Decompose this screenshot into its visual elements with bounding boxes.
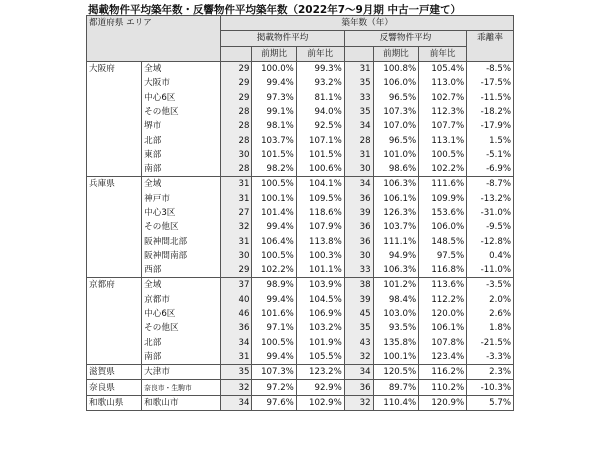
listed-yoy-cell: 92.5%	[296, 119, 344, 133]
listed-value-cell: 32	[221, 220, 252, 234]
response-yoy-cell: 110.2%	[419, 380, 467, 395]
listed-value-cell: 27	[221, 206, 252, 220]
pref-cell: 滋賀県	[87, 365, 142, 380]
table-row	[87, 395, 514, 410]
divergence-value-cell: -11.0%	[467, 263, 514, 278]
divergence-value-cell: -9.5%	[467, 220, 514, 234]
response-yoy-cell: 113.1%	[419, 133, 467, 147]
listed-value-cell: 31	[221, 192, 252, 206]
response-qoq-cell: 98.4%	[373, 293, 419, 307]
response-yoy-cell: 102.7%	[419, 90, 467, 104]
area-cell: 奈良市・生駒市	[142, 380, 221, 395]
area-cell: 南部	[142, 162, 221, 177]
listed-yoy-cell: 101.9%	[296, 336, 344, 350]
pref-cell	[87, 336, 142, 350]
pref-cell	[87, 105, 142, 119]
area-cell: 東部	[142, 148, 221, 162]
listed-avg-header: 掲載物件平均	[221, 31, 345, 46]
pref-cell	[87, 293, 142, 307]
listed-qoq-cell: 101.6%	[252, 307, 296, 321]
area-cell: 京都市	[142, 293, 221, 307]
response-qoq-cell: 106.3%	[373, 177, 419, 192]
pref-cell	[87, 263, 142, 278]
area-cell: 全域	[142, 278, 221, 293]
pref-cell	[87, 321, 142, 335]
table-row	[87, 234, 514, 248]
response-qoq-cell: 93.5%	[373, 321, 419, 335]
pref-cell	[87, 192, 142, 206]
divergence-value-cell: -18.2%	[467, 105, 514, 119]
response-value-cell: 32	[344, 395, 373, 410]
response-qoq-cell: 111.1%	[373, 234, 419, 248]
listed-qoq-cell: 100.5%	[252, 336, 296, 350]
response-value-cell: 33	[344, 90, 373, 104]
response-value-cell: 31	[344, 61, 373, 76]
response-yoy-cell: 112.3%	[419, 105, 467, 119]
divergence-value-cell: -31.0%	[467, 206, 514, 220]
listed-yoy-cell: 103.2%	[296, 321, 344, 335]
response-yoy-cell: 107.7%	[419, 119, 467, 133]
listed-qoq-cell: 101.5%	[252, 148, 296, 162]
listed-value-cell: 29	[221, 263, 252, 278]
listed-qoq-cell: 99.4%	[252, 220, 296, 234]
divergence-value-cell: -3.5%	[467, 278, 514, 293]
divergence-value-cell: -13.2%	[467, 192, 514, 206]
response-qoq-cell: 89.7%	[373, 380, 419, 395]
listed-yoy-cell: 113.8%	[296, 234, 344, 248]
response-value-cell: 45	[344, 307, 373, 321]
listed-value-cell: 28	[221, 133, 252, 147]
area-cell: 堺市	[142, 119, 221, 133]
listed-yoy-cell: 107.1%	[296, 133, 344, 147]
divergence-value-cell: 1.5%	[467, 133, 514, 147]
response-value-cell: 34	[344, 365, 373, 380]
response-value-cell: 36	[344, 380, 373, 395]
listed-yoy-cell: 107.9%	[296, 220, 344, 234]
area-cell: 和歌山市	[142, 395, 221, 410]
pref-cell	[87, 162, 142, 177]
listed-yoy-cell: 118.6%	[296, 206, 344, 220]
listed-qoq-cell: 99.1%	[252, 105, 296, 119]
response-qoq-cell: 103.7%	[373, 220, 419, 234]
listed-value-cell: 34	[221, 395, 252, 410]
listed-qoq-cell: 98.9%	[252, 278, 296, 293]
response-value-cell: 39	[344, 206, 373, 220]
pref-area-header: 都道府県 エリア	[87, 16, 221, 62]
pref-cell: 大阪府	[87, 61, 142, 76]
divergence-value-cell: -17.9%	[467, 119, 514, 133]
response-qoq-cell: 126.3%	[373, 206, 419, 220]
table-row	[87, 249, 514, 263]
listed-value-cell: 29	[221, 61, 252, 76]
response-yoy-cell: 106.1%	[419, 321, 467, 335]
response-qoq-cell: 94.9%	[373, 249, 419, 263]
listed-value-cell: 31	[221, 350, 252, 365]
listed-qoq-cell: 101.4%	[252, 206, 296, 220]
listed-yoy-cell: 106.9%	[296, 307, 344, 321]
response-yoy-cell: 123.4%	[419, 350, 467, 365]
listed-qoq-cell: 97.6%	[252, 395, 296, 410]
divergence-value-cell: 2.6%	[467, 307, 514, 321]
response-yoy-cell: 111.6%	[419, 177, 467, 192]
listed-yoy-cell: 92.9%	[296, 380, 344, 395]
response-yoy-cell: 113.6%	[419, 278, 467, 293]
pref-cell	[87, 206, 142, 220]
response-yoy-cell: 113.0%	[419, 76, 467, 90]
area-cell: 全域	[142, 61, 221, 76]
table-row	[87, 192, 514, 206]
area-cell: 全域	[142, 177, 221, 192]
listed-value-cell: 37	[221, 278, 252, 293]
listed-yoy-cell: 103.9%	[296, 278, 344, 293]
listed-yoy-cell: 105.5%	[296, 350, 344, 365]
area-cell: 南部	[142, 350, 221, 365]
listed-yoy-cell: 109.5%	[296, 192, 344, 206]
area-cell: 阪神間北部	[142, 234, 221, 248]
response-value-cell: 30	[344, 162, 373, 177]
pref-cell	[87, 133, 142, 147]
listed-yoy-cell: 94.0%	[296, 105, 344, 119]
response-yoy-cell: 97.5%	[419, 249, 467, 263]
divergence-value-cell: -6.9%	[467, 162, 514, 177]
pref-cell	[87, 90, 142, 104]
response-qoq-cell: 106.0%	[373, 76, 419, 90]
table-row	[87, 61, 514, 76]
response-value-cell: 36	[344, 192, 373, 206]
area-cell: 北部	[142, 336, 221, 350]
listed-qoq-cell: 107.3%	[252, 365, 296, 380]
listed-qoq-cell: 97.3%	[252, 90, 296, 104]
listed-yoy-cell: 101.1%	[296, 263, 344, 278]
response-qoq-header: 前期比	[373, 46, 419, 61]
pref-cell: 兵庫県	[87, 177, 142, 192]
table-row	[87, 105, 514, 119]
pref-cell	[87, 249, 142, 263]
response-value-cell: 32	[344, 350, 373, 365]
divergence-value-cell: -11.5%	[467, 90, 514, 104]
table-row	[87, 148, 514, 162]
response-value-cell: 34	[344, 119, 373, 133]
response-qoq-cell: 106.1%	[373, 192, 419, 206]
divergence-value-cell: 0.4%	[467, 249, 514, 263]
response-value-cell: 35	[344, 76, 373, 90]
divergence-value-cell: -12.8%	[467, 234, 514, 248]
listed-qoq-cell: 102.2%	[252, 263, 296, 278]
listed-value-cell: 29	[221, 90, 252, 104]
listed-value-cell: 30	[221, 148, 252, 162]
listed-value-cell: 28	[221, 162, 252, 177]
listed-yoy-cell: 101.5%	[296, 148, 344, 162]
response-qoq-cell: 101.0%	[373, 148, 419, 162]
area-cell: 西部	[142, 263, 221, 278]
listed-value-cell: 31	[221, 234, 252, 248]
pref-cell: 京都府	[87, 278, 142, 293]
pref-cell	[87, 148, 142, 162]
area-cell: 中心3区	[142, 206, 221, 220]
response-qoq-cell: 98.6%	[373, 162, 419, 177]
divergence-value-cell: -8.7%	[467, 177, 514, 192]
listed-qoq-cell: 100.1%	[252, 192, 296, 206]
listed-value-cell: 29	[221, 76, 252, 90]
listed-qoq-cell: 97.1%	[252, 321, 296, 335]
area-cell: その他区	[142, 220, 221, 234]
table-body	[87, 61, 514, 410]
response-value-cell: 38	[344, 278, 373, 293]
pref-cell: 和歌山県	[87, 395, 142, 410]
listed-qoq-cell: 97.2%	[252, 380, 296, 395]
table-header	[87, 16, 514, 62]
listed-yoy-header: 前年比	[296, 46, 344, 61]
divergence-header: 乖離率	[467, 31, 514, 62]
divergence-value-cell: -10.3%	[467, 380, 514, 395]
response-qoq-cell: 100.8%	[373, 61, 419, 76]
listed-value-cell: 28	[221, 105, 252, 119]
table-row	[87, 307, 514, 321]
listed-yoy-cell: 123.2%	[296, 365, 344, 380]
response-qoq-cell: 120.5%	[373, 365, 419, 380]
response-yoy-cell: 106.0%	[419, 220, 467, 234]
response-qoq-cell: 103.0%	[373, 307, 419, 321]
divergence-value-cell: -21.5%	[467, 336, 514, 350]
listed-yoy-cell: 81.1%	[296, 90, 344, 104]
page-title: 掲載物件平均築年数・反響物件平均築年数（2022年7～9月期 中古一戸建て）	[88, 4, 461, 16]
table-row	[87, 336, 514, 350]
table-row	[87, 380, 514, 395]
pref-cell	[87, 350, 142, 365]
pref-cell	[87, 307, 142, 321]
pref-cell	[87, 220, 142, 234]
table-row	[87, 278, 514, 293]
response-value-cell: 34	[344, 177, 373, 192]
table-row	[87, 263, 514, 278]
listed-qoq-cell: 98.1%	[252, 119, 296, 133]
area-cell: その他区	[142, 321, 221, 335]
divergence-value-cell: -8.5%	[467, 61, 514, 76]
response-qoq-cell: 107.0%	[373, 119, 419, 133]
listed-qoq-cell: 98.2%	[252, 162, 296, 177]
table-row	[87, 162, 514, 177]
response-yoy-cell: 120.0%	[419, 307, 467, 321]
listed-qoq-cell: 99.4%	[252, 293, 296, 307]
listed-value-cell: 34	[221, 336, 252, 350]
listed-yoy-cell: 102.9%	[296, 395, 344, 410]
table-row	[87, 293, 514, 307]
response-value-cell: 35	[344, 321, 373, 335]
divergence-value-cell: -5.1%	[467, 148, 514, 162]
divergence-value-cell: 1.8%	[467, 321, 514, 335]
listed-yoy-cell: 100.6%	[296, 162, 344, 177]
listed-value-cell: 32	[221, 380, 252, 395]
table-row	[87, 177, 514, 192]
divergence-value-cell: 2.3%	[467, 365, 514, 380]
table-row	[87, 365, 514, 380]
response-qoq-cell: 107.3%	[373, 105, 419, 119]
response-yoy-cell: 116.2%	[419, 365, 467, 380]
response-value-cell: 30	[344, 249, 373, 263]
listed-yoy-cell: 99.3%	[296, 61, 344, 76]
listed-value-cell: 36	[221, 321, 252, 335]
listed-value-cell: 31	[221, 177, 252, 192]
response-yoy-cell: 107.8%	[419, 336, 467, 350]
response-avg-header: 反響物件平均	[344, 31, 466, 46]
listed-qoq-header: 前期比	[252, 46, 296, 61]
divergence-value-cell: -17.5%	[467, 76, 514, 90]
table-row	[87, 133, 514, 147]
table-row	[87, 220, 514, 234]
area-cell: 大津市	[142, 365, 221, 380]
table-row	[87, 350, 514, 365]
response-qoq-cell: 96.5%	[373, 90, 419, 104]
response-yoy-cell: 112.2%	[419, 293, 467, 307]
pref-cell: 奈良県	[87, 380, 142, 395]
response-value-cell: 39	[344, 293, 373, 307]
listed-value-cell: 30	[221, 249, 252, 263]
listed-qoq-cell: 106.4%	[252, 234, 296, 248]
response-value-header	[344, 46, 373, 61]
pref-cell	[87, 76, 142, 90]
response-qoq-cell: 100.1%	[373, 350, 419, 365]
listed-qoq-cell: 100.5%	[252, 249, 296, 263]
data-table	[86, 15, 514, 411]
listed-qoq-cell: 100.0%	[252, 61, 296, 76]
listed-qoq-cell: 103.7%	[252, 133, 296, 147]
listed-qoq-cell: 100.5%	[252, 177, 296, 192]
response-yoy-cell: 153.6%	[419, 206, 467, 220]
response-yoy-cell: 100.5%	[419, 148, 467, 162]
listed-qoq-cell: 99.4%	[252, 350, 296, 365]
listed-yoy-cell: 93.2%	[296, 76, 344, 90]
response-qoq-cell: 106.3%	[373, 263, 419, 278]
listed-value-header	[221, 46, 252, 61]
divergence-value-cell: 2.0%	[467, 293, 514, 307]
table-row	[87, 321, 514, 335]
table-row	[87, 119, 514, 133]
listed-value-cell: 28	[221, 119, 252, 133]
response-value-cell: 33	[344, 263, 373, 278]
listed-value-cell: 40	[221, 293, 252, 307]
response-yoy-cell: 105.4%	[419, 61, 467, 76]
response-yoy-cell: 148.5%	[419, 234, 467, 248]
response-qoq-cell: 101.2%	[373, 278, 419, 293]
response-value-cell: 36	[344, 220, 373, 234]
response-value-cell: 43	[344, 336, 373, 350]
listed-qoq-cell: 99.4%	[252, 76, 296, 90]
pref-cell	[87, 119, 142, 133]
listed-value-cell: 46	[221, 307, 252, 321]
area-cell: 北部	[142, 133, 221, 147]
listed-yoy-cell: 104.1%	[296, 177, 344, 192]
response-yoy-cell: 116.8%	[419, 263, 467, 278]
listed-yoy-cell: 104.5%	[296, 293, 344, 307]
response-qoq-cell: 110.4%	[373, 395, 419, 410]
area-cell: その他区	[142, 105, 221, 119]
response-yoy-cell: 120.9%	[419, 395, 467, 410]
response-qoq-cell: 135.8%	[373, 336, 419, 350]
response-value-cell: 28	[344, 133, 373, 147]
response-value-cell: 31	[344, 148, 373, 162]
listed-yoy-cell: 100.3%	[296, 249, 344, 263]
response-yoy-header: 前年比	[419, 46, 467, 61]
response-value-cell: 36	[344, 234, 373, 248]
response-value-cell: 35	[344, 105, 373, 119]
divergence-value-cell: -3.3%	[467, 350, 514, 365]
table-row	[87, 90, 514, 104]
table-row	[87, 76, 514, 90]
area-cell: 大阪市	[142, 76, 221, 90]
chikunensu-header: 築年数（年）	[221, 16, 514, 31]
response-yoy-cell: 102.2%	[419, 162, 467, 177]
response-qoq-cell: 96.5%	[373, 133, 419, 147]
listed-value-cell: 35	[221, 365, 252, 380]
divergence-value-cell: 5.7%	[467, 395, 514, 410]
area-cell: 阪神間南部	[142, 249, 221, 263]
pref-cell	[87, 234, 142, 248]
area-cell: 中心6区	[142, 90, 221, 104]
table-row	[87, 206, 514, 220]
area-cell: 神戸市	[142, 192, 221, 206]
response-yoy-cell: 109.9%	[419, 192, 467, 206]
area-cell: 中心6区	[142, 307, 221, 321]
